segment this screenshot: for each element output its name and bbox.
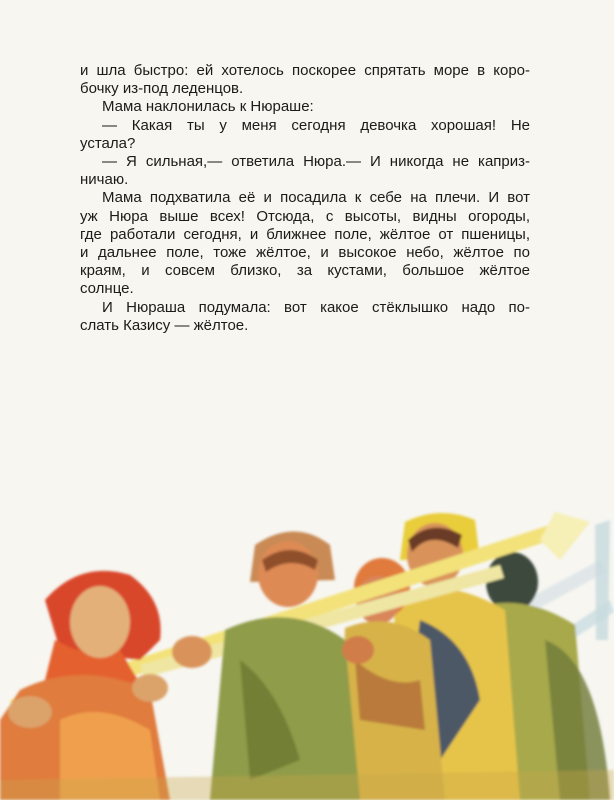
page-text bbox=[80, 62, 530, 335]
paragraph-3 bbox=[80, 117, 530, 153]
text-line: бочку из-под леденцов. bbox=[80, 80, 244, 98]
text-line: Мама подхватила её и посадила к себе на плечи. И вот bbox=[102, 189, 530, 207]
paragraph-5 bbox=[80, 189, 530, 298]
paragraph-1 bbox=[80, 62, 530, 98]
paragraph-6 bbox=[80, 299, 530, 335]
text-line: — Какая ты у меня сегодня девочка хорошая! Не bbox=[102, 116, 530, 134]
text-line: ничаю. bbox=[80, 171, 129, 189]
text-line: Мама наклонилась к Нюраше: bbox=[102, 98, 314, 116]
text-line: И Нюраша подумала: вот какое стёклышко надо по- bbox=[102, 298, 530, 316]
text-line: устала? bbox=[80, 134, 136, 152]
text-line: краям, и совсем близко, за кустами, большое жёлтое bbox=[80, 262, 530, 280]
text-line: — Я сильная,— ответила Нюра.— И никогда не каприз- bbox=[102, 153, 530, 171]
workers-illustration bbox=[0, 498, 614, 800]
paragraph-2 bbox=[80, 98, 530, 116]
text-line: слать Казису — жёлтое. bbox=[80, 316, 249, 334]
text-line: уж Нюра выше всех! Отсюда, с высоты, видны огороды, bbox=[80, 207, 530, 225]
text-line: и дальнее поле, тоже жёлтое, и высокое небо, жёлтое по bbox=[80, 244, 530, 262]
text-line: и шла быстро: ей хотелось поскорее спрятать море в коро- bbox=[80, 62, 530, 79]
text-line: где работали сегодня, и ближнее поле, жёлтое от пшеницы, bbox=[80, 225, 530, 243]
text-line: солнце. bbox=[80, 280, 134, 298]
paragraph-4 bbox=[80, 153, 530, 189]
